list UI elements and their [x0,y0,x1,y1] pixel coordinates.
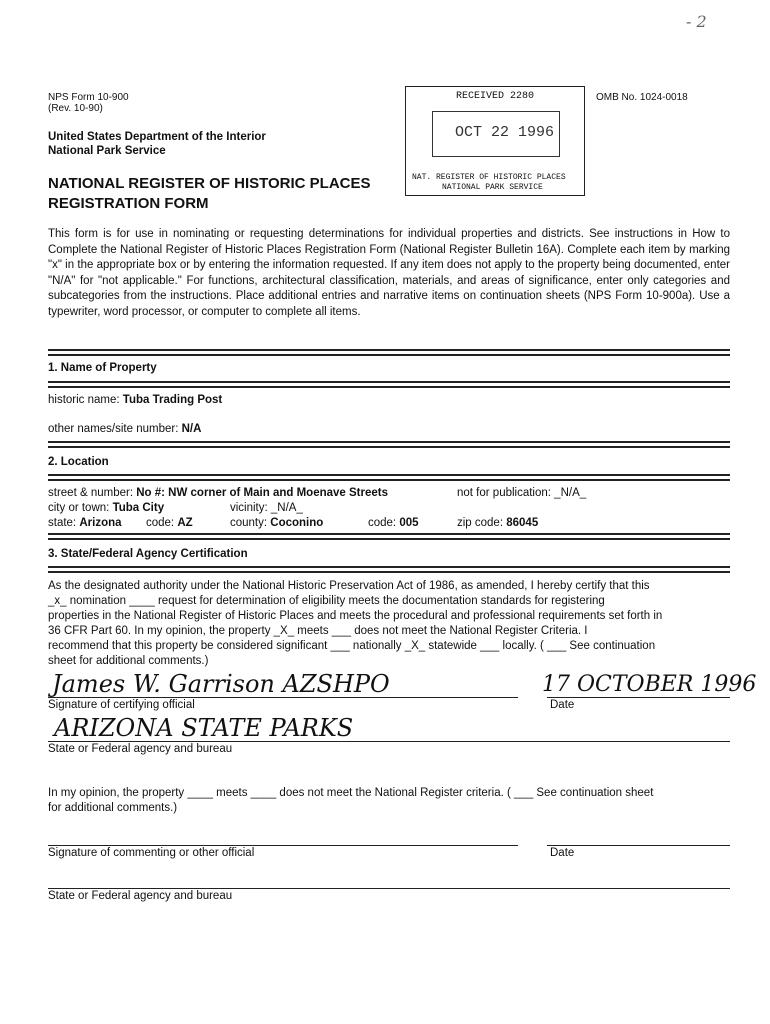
zip-row [457,517,538,529]
section3-heading: 3. State/Federal Agency Certification [48,548,248,560]
certification-line: properties in the National Register of Historic Places and meets the procedural and professional requirements set forth in [48,610,663,622]
zip-value: 86045 [506,517,539,529]
historic-name-row [48,394,222,406]
state-code-label: code: [146,517,175,529]
separator [48,533,730,540]
department: United States Department of the Interior [48,131,266,143]
corner-mark: - 2 [686,12,707,31]
other-names-label: other names/site number: [48,423,179,435]
omb-number: OMB No. 1024-0018 [596,92,688,103]
form-revision: (Rev. 10-90) [48,103,103,114]
county-code-value: 005 [399,517,419,529]
stamp-line2: NATIONAL PARK SERVICE [442,183,543,192]
opinion-line: In my opinion, the property ____ meets ____ does not meet the National Register criteria. ( ___ See continuation sheet [48,787,654,799]
date-line [547,845,730,846]
separator [48,566,730,573]
signature-line [48,697,518,698]
certification-line: recommend that this property be considered significant ___ nationally _X_ statewide ___ locally. ( ___ See continuation [48,640,656,652]
signature-label: Signature of certifying official [48,699,195,711]
separator [48,381,730,388]
county-code-label: code: [368,517,397,529]
state-value: Arizona [79,517,122,529]
agency-handwritten: ARIZONA STATE PARKS [54,714,354,742]
separator [48,349,730,356]
certification-line: sheet for additional comments.) [48,655,209,667]
agency-label: State or Federal agency and bureau [48,743,233,755]
opinion-line: for additional comments.) [48,802,178,814]
form-number: NPS Form 10-900 [48,92,129,103]
stamp-date: OCT 22 1996 [455,124,555,141]
zip-label: zip code: [457,517,504,529]
certifying-signature: James W. Garrison AZSHPO [52,670,390,698]
county-label: county: [230,517,268,529]
historic-name-value: Tuba Trading Post [122,394,223,406]
street-label: street & number: [48,487,134,499]
date-label: Date [550,847,575,859]
form-title: NATIONAL REGISTER OF HISTORIC PLACES [48,175,371,192]
stamp-line1: NAT. REGISTER OF HISTORIC PLACES [412,173,566,182]
section2-heading: 2. Location [48,456,109,468]
certification-line: _x_ nomination ____ request for determination of eligibility meets the documentation standards for registering [48,595,605,607]
agency-line [48,741,730,742]
agency: National Park Service [48,145,166,157]
other-names-value: N/A [181,423,202,435]
city-label: city or town: [48,502,110,514]
instructions-paragraph: This form is for use in nominating or requesting determinations for individual properties and districts. See instructions in How to Complete the National Register of Historic Places Registration Form (National Register Bulletin 16A). Complete each item by marking "x" in the appropriate box or by entering the information requested. If any item does not apply to the property being documented, enter "N/A" for "not applicable." For functions, architectural classification, materials, and areas of significance, enter only categories and subcategories from the instructions. Place additional entries and narrative items on continuation sheets (NPS Form 10-900a). Use a typewriter, word processor, or computer to complete all items. [48,228,730,318]
state-code-row [146,517,193,529]
section1-heading: 1. Name of Property [48,362,157,374]
separator [48,474,730,481]
city-row [48,502,164,514]
certification-line: 36 CFR Part 60. In my opinion, the property _X_ meets ___ does not meet the National Register Criteria. I [48,625,588,637]
date-label: Date [550,699,575,711]
agency-line [48,888,730,889]
state-label: state: [48,517,77,529]
signature-line [48,845,518,846]
not-for-publication: not for publication: _N/A_ [457,487,587,499]
certifying-date-handwritten: 17 OCTOBER 1996 [542,672,757,697]
vicinity: vicinity: _N/A_ [230,502,303,514]
street-row [48,487,388,499]
commenting-signature-label: Signature of commenting or other official [48,847,255,859]
city-value: Tuba City [112,502,165,514]
stamp-date-box [432,111,560,157]
county-row [230,517,323,529]
separator [48,441,730,448]
date-line [547,697,730,698]
historic-name-label: historic name: [48,394,120,406]
county-value: Coconino [270,517,324,529]
street-value: No #: NW corner of Main and Moenave Streets [136,487,388,499]
form-subtitle: REGISTRATION FORM [48,195,209,212]
certification-line: As the designated authority under the National Historic Preservation Act of 1986, as amended, I hereby certify that this [48,580,650,592]
stamp-received: RECEIVED 2280 [456,91,535,102]
received-stamp [405,86,585,196]
county-code-row [368,517,419,529]
state-row [48,517,122,529]
agency-label: State or Federal agency and bureau [48,890,233,902]
other-names-row [48,423,201,435]
state-code-value: AZ [177,517,193,529]
